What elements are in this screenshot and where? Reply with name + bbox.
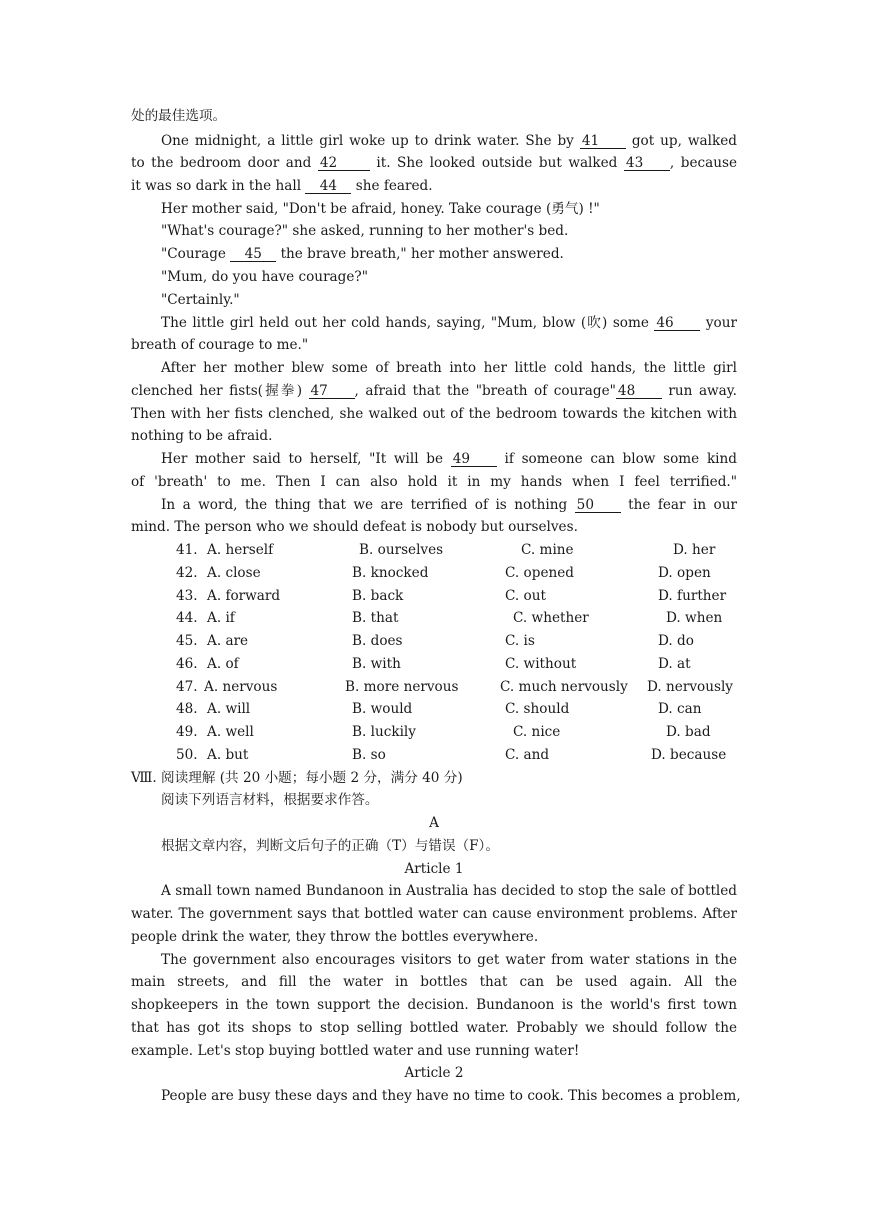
- option-c[interactable]: C. without: [505, 656, 577, 672]
- blank-45[interactable]: 45: [230, 247, 276, 262]
- option-number: 41.: [176, 542, 198, 558]
- option-c[interactable]: C. and: [505, 747, 550, 763]
- option-b[interactable]: B. does: [352, 633, 403, 649]
- article-line: that has got its shops to stop selling bottled water. Probably we should follow the: [131, 1020, 737, 1036]
- blank-47[interactable]: 47: [309, 384, 355, 399]
- option-d[interactable]: D. bad: [666, 724, 711, 740]
- option-b[interactable]: B. knocked: [352, 565, 429, 581]
- article-title: Article 1: [404, 861, 464, 877]
- option-number: 46.: [176, 656, 198, 672]
- cloze-line: to the bedroom door and 42 it. She looked outside but walked 43 , because: [131, 155, 738, 171]
- article-line: water. The government says that bottled water can cause environment problems. After: [131, 906, 737, 922]
- option-a[interactable]: A. but: [207, 747, 249, 763]
- option-a[interactable]: A. well: [207, 724, 254, 740]
- cloze-line: "What's courage?" she asked, running to her mother's bed.: [161, 223, 569, 239]
- cloze-line: "Certainly.": [161, 292, 240, 308]
- option-a[interactable]: A. forward: [207, 588, 281, 604]
- option-b[interactable]: B. more nervous: [345, 679, 459, 695]
- option-b[interactable]: B. back: [352, 588, 404, 604]
- option-number: 45.: [176, 633, 198, 649]
- option-c[interactable]: C. whether: [513, 610, 589, 626]
- option-c[interactable]: C. nice: [513, 724, 561, 740]
- option-b[interactable]: B. that: [352, 610, 399, 626]
- option-b[interactable]: B. ourselves: [359, 542, 444, 558]
- option-c[interactable]: C. much nervously: [500, 679, 628, 695]
- cloze-line: The little girl held out her cold hands, saying, "Mum, blow (吹) some 46 your: [161, 315, 737, 331]
- article-line: A small town named Bundanoon in Australia has decided to stop the sale of bottled: [161, 883, 737, 899]
- option-number: 44.: [176, 610, 198, 626]
- blank-50[interactable]: 50: [575, 498, 621, 513]
- cloze-line: clenched her fists(握拳) 47 , afraid that the "breath of courage" 48 run away.: [131, 383, 737, 399]
- option-d[interactable]: D. can: [658, 701, 702, 717]
- option-number: 49.: [176, 724, 198, 740]
- cloze-line: nothing to be afraid.: [131, 428, 273, 444]
- article-line: The government also encourages visitors to get water from water stations in the: [161, 952, 737, 968]
- option-a[interactable]: A. close: [207, 565, 261, 581]
- option-number: 47.: [176, 679, 198, 695]
- option-c[interactable]: C. opened: [505, 565, 574, 581]
- option-d[interactable]: D. her: [673, 542, 716, 558]
- option-c[interactable]: C. is: [505, 633, 535, 649]
- option-number: 42.: [176, 565, 198, 581]
- cloze-line: "Courage 45 the brave breath," her mother answered.: [161, 246, 564, 262]
- article-line: people drink the water, they throw the bottles everywhere.: [131, 929, 539, 945]
- cloze-line: Then with her fists clenched, she walked out of the bedroom towards the kitchen with: [131, 406, 737, 422]
- cloze-line: it was so dark in the hall 44 she feared.: [131, 178, 433, 194]
- option-d[interactable]: D. because: [651, 747, 727, 763]
- cloze-line: Her mother said to herself, "It will be 49 if someone can blow some kind: [161, 451, 737, 467]
- article-line: shopkeepers in the town support the decision. Bundanoon is the world's first town: [131, 997, 737, 1013]
- article-line: example. Let's stop buying bottled water and use running water!: [131, 1043, 580, 1059]
- blank-42[interactable]: 42: [318, 156, 370, 171]
- option-number: 43.: [176, 588, 198, 604]
- cloze-line: mind. The person who we should defeat is nobody but ourselves.: [131, 519, 578, 535]
- option-b[interactable]: B. so: [352, 747, 386, 763]
- cloze-line: "Mum, do you have courage?": [161, 269, 368, 285]
- option-c[interactable]: C. should: [505, 701, 570, 717]
- cloze-line: of 'breath' to me. Then I can also hold it in my hands when I feel terrified.": [131, 474, 737, 490]
- section-title: Ⅷ. 阅读理解 (共 20 小题；每小题 2 分，满分 40 分): [131, 770, 463, 786]
- blank-49[interactable]: 49: [451, 452, 497, 467]
- cloze-line: One midnight, a little girl woke up to drink water. She by 41 got up, walked: [161, 133, 737, 149]
- option-number: 50.: [176, 747, 198, 763]
- option-d[interactable]: D. when: [666, 610, 723, 626]
- cloze-line: In a word, the thing that we are terrified of is nothing 50 the fear in our: [161, 497, 737, 513]
- cloze-line: breath of courage to me.": [131, 337, 309, 353]
- option-b[interactable]: B. luckily: [352, 724, 416, 740]
- option-number: 48.: [176, 701, 198, 717]
- option-c[interactable]: C. out: [505, 588, 546, 604]
- option-b[interactable]: B. would: [352, 701, 413, 717]
- option-a[interactable]: A. of: [207, 656, 239, 672]
- cloze-line: Her mother said, "Don't be afraid, honey. Take courage (勇气) !": [161, 201, 600, 217]
- part-instruction: 根据文章内容，判断文后句子的正确（T）与错误（F）。: [161, 838, 499, 854]
- cloze-line: After her mother blew some of breath into her little cold hands, the little girl: [161, 360, 737, 376]
- option-a[interactable]: A. will: [207, 701, 251, 717]
- article-line: main streets, and fill the water in bottles that can be used again. All the: [131, 974, 737, 990]
- option-b[interactable]: B. with: [352, 656, 401, 672]
- option-d[interactable]: D. nervously: [647, 679, 733, 695]
- article-line: People are busy these days and they have no time to cook. This becomes a problem,: [161, 1088, 741, 1104]
- option-d[interactable]: D. at: [658, 656, 691, 672]
- option-a[interactable]: A. are: [207, 633, 249, 649]
- option-c[interactable]: C. mine: [521, 542, 574, 558]
- option-a[interactable]: A. herself: [207, 542, 274, 558]
- blank-48[interactable]: 48: [616, 384, 662, 399]
- heading-tail: 处的最佳选项。: [131, 108, 227, 124]
- option-d[interactable]: D. further: [658, 588, 727, 604]
- blank-43[interactable]: 43: [624, 156, 670, 171]
- part-label: A: [429, 815, 439, 831]
- section-instruction: 阅读下列语言材料，根据要求作答。: [161, 792, 379, 808]
- blank-46[interactable]: 46: [654, 316, 700, 331]
- blank-41[interactable]: 41: [580, 134, 626, 149]
- article-title: Article 2: [404, 1065, 464, 1081]
- option-d[interactable]: D. open: [658, 565, 711, 581]
- option-a[interactable]: A. nervous: [204, 679, 278, 695]
- option-a[interactable]: A. if: [207, 610, 235, 626]
- option-d[interactable]: D. do: [658, 633, 694, 649]
- blank-44[interactable]: 44: [305, 179, 351, 194]
